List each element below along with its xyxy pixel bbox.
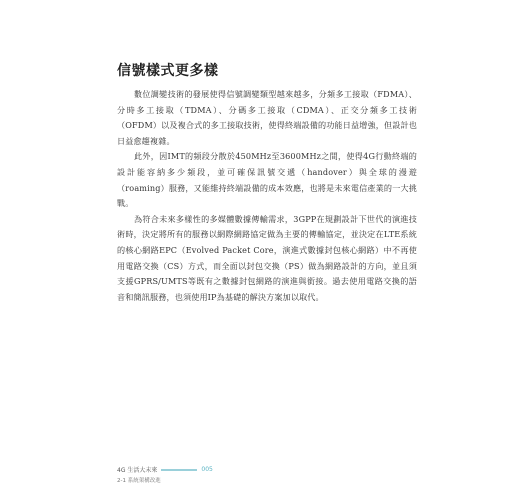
section-label: 2-1 系統架構改進 xyxy=(117,478,161,484)
section-heading: 信號樣式更多樣 xyxy=(117,63,219,79)
paragraph: 數位調變技術的發展使得信號調變類型越來越多，分頻多工接取（FDMA）、分時多工接取（TDMA）、分碼多工接取（CDMA）、正交分頻多工技術（OFDM）以及複合式的多工接取技術，使得終端設備的功能日益增強，但設計也日益愈趨複雜。 xyxy=(117,89,417,146)
footer-divider xyxy=(161,469,197,471)
page-footer xyxy=(117,465,213,484)
paragraph: 此外，因IMT的頻段分散於450MHz至3600MHz之間，使得4G行動終端的設計能容納多少頻段，並可確保訊號交遞（handover）與全球的漫遊（roaming）服務，又能維持終端設備的成本效應，也將是未來電信產業的一大挑戰。 xyxy=(117,151,417,209)
body-text xyxy=(117,87,417,305)
book-title: 4G 生活大未來 xyxy=(117,467,158,474)
page-number: 005 xyxy=(201,466,213,473)
paragraph: 為符合未來多樣性的多媒體數據傳輸需求，3GPP在規劃設計下世代的演進技術時，決定將所有的服務以網際網路協定做為主要的傳輸協定，並決定在LTE系統的核心網路EPC（Evolved Packet Core，演進式數據封包核心網路）中不再使用電路交換（CS）方式，而全面以封包交換（PS）做為網路設計的方向，並且須支援GPRS/UMTS等既有之數據封包網路的演進與銜接。過去使用電路交換的語音和簡訊服務，也須使用IP為基礎的解決方案加以取代。 xyxy=(117,213,417,302)
